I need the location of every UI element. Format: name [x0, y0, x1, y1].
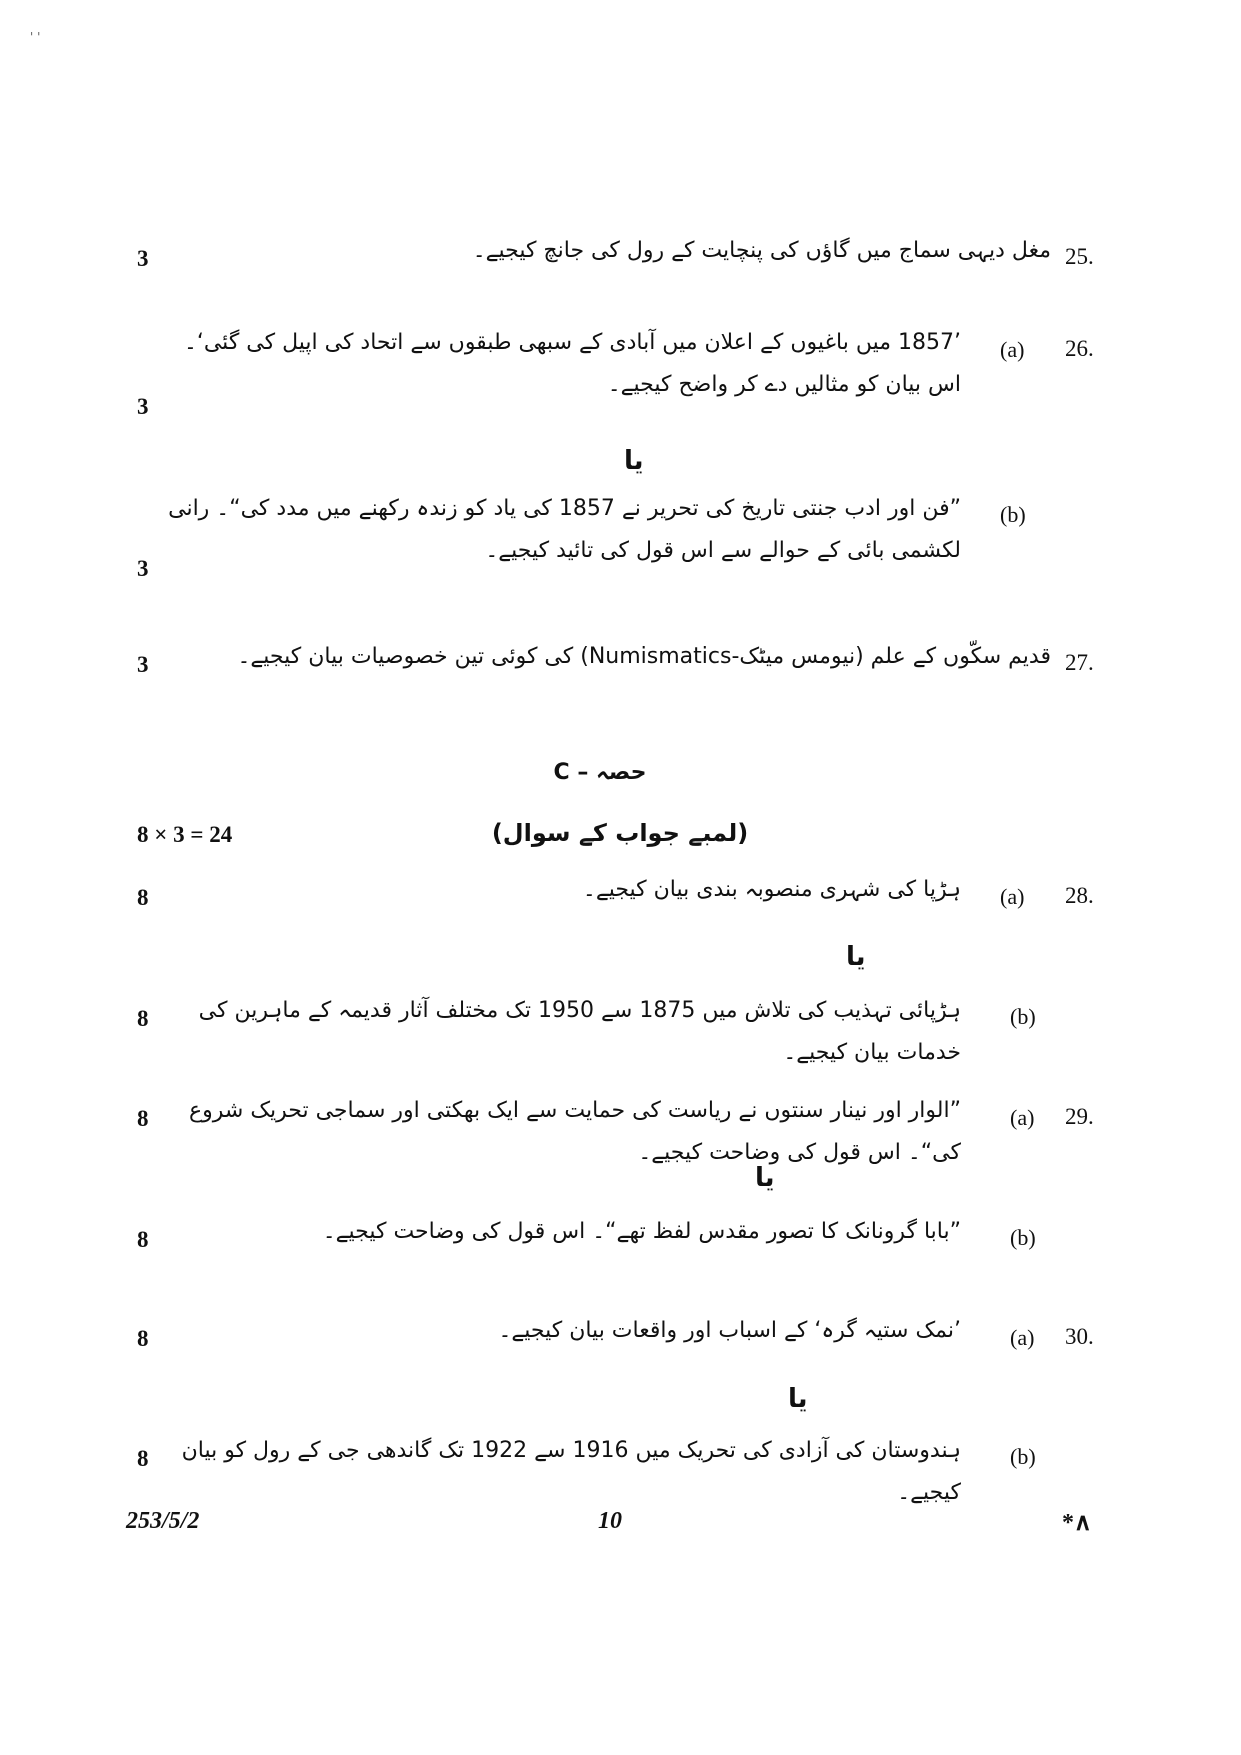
- question-29b-text: ”بابا گرونانک کا تصور مقدس لفظ تھے“۔ اس قول کی وضاحت کیجیے۔: [322, 1219, 961, 1244]
- question-29b-label: (b): [1010, 1225, 1036, 1250]
- question-27-marks: 3: [137, 652, 149, 677]
- question-27-text: قدیم سکّوں کے علم (نیومس میٹک-Numismatics) کی کوئی تین خصوصیات بیان کیجیے۔: [237, 644, 1051, 669]
- question-28a-label: (a): [1000, 884, 1025, 909]
- question-25-text: مغل دیہی سماج میں گاؤں کی پنچایت کے رول کی جانچ کیجیے۔: [472, 238, 1051, 263]
- question-29-or: یا: [755, 1163, 775, 1193]
- question-26b-text: ”فن اور ادب جنتی تاریخ کی تحریر نے 1857 کی یاد کو زندہ رکھنے میں مدد کی“۔ رانی لکشمی بائی کے حوالے سے اس قول کی تائید کیجیے۔: [168, 496, 961, 563]
- question-28b-marks: 8: [137, 1006, 149, 1031]
- question-29b-marks: 8: [137, 1227, 149, 1252]
- question-29a-label: (a): [1010, 1105, 1035, 1130]
- question-30a-text: ’نمک ستیہ گرہ‘ کے اسباب اور واقعات بیان کیجیے۔: [498, 1318, 961, 1343]
- question-26-number: 26.: [1065, 336, 1094, 361]
- question-28a-text: ہڑپا کی شہری منصوبہ بندی بیان کیجیے۔: [582, 877, 961, 902]
- question-26a-label: (a): [1000, 337, 1025, 362]
- question-29a-text: ”الوار اور نینار سنتوں نے ریاست کی حمایت سے ایک بھکتی اور سماجی تحریک شروع کی“۔ اس قول کی وضاحت کیجیے۔: [189, 1098, 961, 1165]
- question-26a-text: ’1857 میں باغیوں کے اعلان میں آبادی کے سبھی طبقوں سے اتحاد کی اپیل کی گئی‘۔ اس بیان کو مثالیں دے کر واضح کیجیے۔: [183, 330, 961, 397]
- question-27-number: 27.: [1065, 650, 1094, 675]
- question-30b-text: ہندوستان کی آزادی کی تحریک میں 1916 سے 1922 تک گاندھی جی کے رول کو بیان کیجیے۔: [181, 1438, 961, 1505]
- question-28-number: 28.: [1065, 883, 1094, 908]
- question-25-marks: 3: [137, 246, 149, 271]
- question-29a-marks: 8: [137, 1106, 149, 1131]
- question-28-or: یا: [846, 942, 866, 972]
- question-28a-marks: 8: [137, 885, 149, 910]
- page-number: 10: [598, 1508, 622, 1534]
- question-26b-marks: 3: [137, 556, 149, 581]
- section-title: حصہ – C: [553, 760, 647, 785]
- scan-dots: ' ': [30, 30, 41, 44]
- question-30-number: 30.: [1065, 1324, 1094, 1349]
- question-25-number: 25.: [1065, 244, 1094, 269]
- footer-mark: *∧: [1062, 1510, 1092, 1536]
- question-28b-text: ہڑپائی تہذیب کی تلاش میں 1875 سے 1950 تک مختلف آثار قدیمہ کے ماہرین کی خدمات بیان کیجیے۔: [198, 998, 961, 1065]
- section-marks-formula: 8 × 3 = 24: [137, 822, 233, 847]
- question-26a-marks: 3: [137, 394, 149, 419]
- question-30b-label: (b): [1010, 1444, 1036, 1469]
- question-30b-marks: 8: [137, 1446, 149, 1471]
- question-26-or: یا: [624, 446, 644, 476]
- question-30-or: یا: [788, 1384, 808, 1414]
- paper-code: 253/5/2: [126, 1508, 200, 1534]
- question-28b-label: (b): [1010, 1004, 1036, 1029]
- question-30a-label: (a): [1010, 1325, 1035, 1350]
- question-30a-marks: 8: [137, 1326, 149, 1351]
- question-26b-label: (b): [1000, 502, 1026, 527]
- section-subtitle: (لمبے جواب کے سوال): [491, 819, 749, 847]
- question-29-number: 29.: [1065, 1104, 1094, 1129]
